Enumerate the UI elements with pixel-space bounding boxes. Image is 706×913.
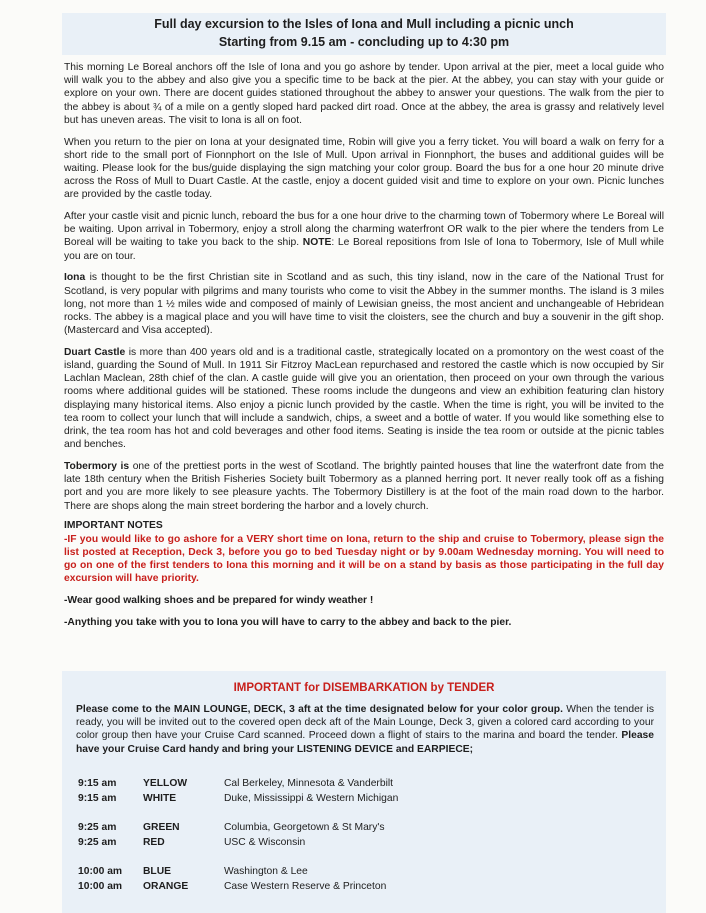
title-banner (62, 13, 666, 55)
schedule-row (78, 778, 638, 793)
intro-paragraph-1: This morning Le Boreal anchors off the Isle of Iona and you go ashore by tender. Upon arrival at the pier, meet a local guide who will walk you to the abbey and also give you a specific time to be back at the pier. At the abbey, you can stay with your guide or explore on your own. There are docent guides stationed throughout the abbey to answer your questions. The walk from the pier to the abbey is about ¾ of a mile on a gently sloped hard packed dirt road. Once at the abbey, the area is grassy and relatively level but has uneven areas. The visit to Iona is all on foot. (64, 62, 664, 126)
schedule-time: 10:00 am (78, 866, 123, 877)
duart-label: Duart Castle (64, 346, 126, 358)
schedule-time: 9:15 am (78, 793, 117, 804)
schedule-schools: Duke, Mississippi & Western Michigan (224, 793, 399, 804)
schedule-color: RED (143, 837, 165, 848)
disembark-lead: Please come to the MAIN LOUNGE, DECK, 3 aft at the time designated below for your color group. (76, 704, 563, 715)
important-notes-heading: IMPORTANT NOTES (64, 520, 163, 532)
schedule-schools: Cal Berkeley, Minnesota & Vanderbilt (224, 778, 394, 789)
schedule-group-3 (78, 866, 638, 896)
note-label: NOTE (302, 237, 332, 249)
disembark-body: When the tender is ready, you will be invited out to the covered open deck aft of the Main Lounge, Deck 3, given a colored card according to your color group then have your Cruise Card scanned. Proceed down a flight of stairs to the marina and board the tender. (76, 704, 654, 742)
schedule-row (78, 881, 638, 896)
schedule-time: 9:25 am (78, 822, 117, 833)
schedule-row (78, 837, 638, 852)
schedule-group-1 (78, 778, 638, 808)
iona-label: Iona (64, 272, 86, 284)
duart-text: is more than 400 years old and is a traditional castle, strategically located on a promontory on the west coast of the island, guarding the Sound of Mull. In 1911 Sir Fitzroy MacLean repurchased and restored the castle which is now occupied by Sir Lachlan Maclean, 28th chief of the clan. A castle guide will give you an orientation, then proceed on your own through the various rooms where additional guides will be stationed. These rooms include the dungeons and view an exhibition featuring clan history displaying many historical items. Also enjoy a picnic lunch provided by the castle. When the time is right, you will be invited to the tea room to collect your lunch that will include a sandwich, chips, a sweet and a bottle of water. If you would like something else to drink, the tea room has hot and cold beverages and other food items. Seating is inside the tea room or outside at the picnic tables and benches. (64, 346, 664, 451)
schedule-color: YELLOW (143, 778, 188, 789)
page-subtitle: Starting from 9.15 am - concluding up to 4:30 pm (218, 35, 510, 49)
schedule-schools: USC & Wisconsin (224, 837, 306, 848)
intro-paragraph-2: When you return to the pier on Iona at your designated time, Robin will give you a ferry ticket. You will board a walk on ferry for a short ride to the small port of Fionnphort on the Isle of Mull. Upon arrival in Fionnphort, the buses and additional guides will be waiting. Please look for the bus/guide displaying the sign matching your color group. Board the bus for a one hour 20 minute drive across the Ross of Mull to Duart Castle. At the castle, enjoy a docent guided visit and time to explore on your own. Picnic lunches are provided by the castle today. (64, 136, 664, 201)
iona-paragraph (64, 271, 664, 337)
schedule-row (78, 793, 638, 808)
schedule-time: 10:00 am (78, 881, 123, 892)
carry-note: -Anything you take with you to Iona you will have to carry to the abbey and back to the pier. (64, 616, 512, 628)
iona-text: is thought to be the first Christian site in Scotland and as such, this tiny island, now in the care of the National Trust for Scotland, is very popular with pilgrims and many tourists who come to visit the Abbey in the summer months. The island is 3 miles long, not more than 1 ½ miles wide and composed of mainly of Lewisian gneiss, the most ancient and unchangeable of Hebridean rocks. The abbey is a magical place and you will have time to visit the cloisters, see the church and buy a souvenir in the gift shop. (Mastercard and Visa accepted). (64, 272, 664, 337)
disembark-tail: Please have your Cruise Card handy and bring your LISTENING DEVICE and EARPIECE; (76, 730, 654, 755)
schedule-time: 9:25 am (78, 837, 117, 848)
schedule-schools: Columbia, Georgetown & St Mary's (224, 822, 385, 833)
schedule-time: 9:15 am (78, 778, 117, 789)
schedule-row (78, 866, 638, 881)
schedule-color: BLUE (143, 866, 172, 877)
shoes-note: -Wear good walking shoes and be prepared for windy weather ! (64, 594, 374, 606)
tobermory-text: one of the prettiest ports in the west of Scotland. The brightly painted houses that line the waterfront date from the late 18th century when the British Fisheries Society built Tobermory as a planned herring port. It never really took off as a fishing port and you are more likely to see pleasure yachts. The Tobermory Distillery is at the foot of the main road down to the harbor. There are shops along the main street bordering the harbor and a lovely church. (64, 460, 665, 512)
excursion-description (64, 61, 664, 637)
schedule-schools: Case Western Reserve & Princeton (224, 881, 387, 892)
tobermory-label: Tobermory is (64, 460, 130, 472)
note-text: : Le Boreal repositions from Isle of Iona to Tobermory, Isle of Mull while you are on tour. (64, 237, 664, 262)
schedule-color: WHITE (143, 793, 177, 804)
intro-paragraph-3 (64, 210, 664, 263)
schedule-row (78, 822, 638, 837)
schedule-color: ORANGE (143, 881, 189, 892)
schedule-schools: Washington & Lee (224, 866, 308, 877)
page-title: Full day excursion to the Isles of Iona and Mull including a picnic unch (154, 17, 574, 31)
schedule-color: GREEN (143, 822, 180, 833)
tobermory-paragraph (64, 460, 664, 513)
shore-note: -IF you would like to go ashore for a VERY short time on Iona, return to the ship and cruise to Tobermory, please sign the list posted at Reception, Deck 3, before you go to bed Tuesday night or by 9.00am Wednesday morning. You will need to go on one of the first tenders to Iona this morning and it will be on a stand by basis as those participating in the full day excursion will have priority. (64, 533, 664, 585)
disembarkation-instructions (76, 703, 654, 756)
schedule-group-2 (78, 822, 638, 852)
disembarkation-box (62, 671, 666, 913)
disembarkation-title: IMPORTANT for DISEMBARKATION by TENDER (233, 682, 495, 694)
duart-paragraph (64, 346, 664, 452)
intro-p3-text: After your castle visit and picnic lunch, reboard the bus for a one hour drive to the charming town of Tobermory where Le Boreal will be waiting. Upon arrival in Tobermory, enjoy a stroll along the charming waterfront OR walk to the pier where the tenders from Le Boreal will be waiting to take you back to the ship. (64, 211, 664, 249)
